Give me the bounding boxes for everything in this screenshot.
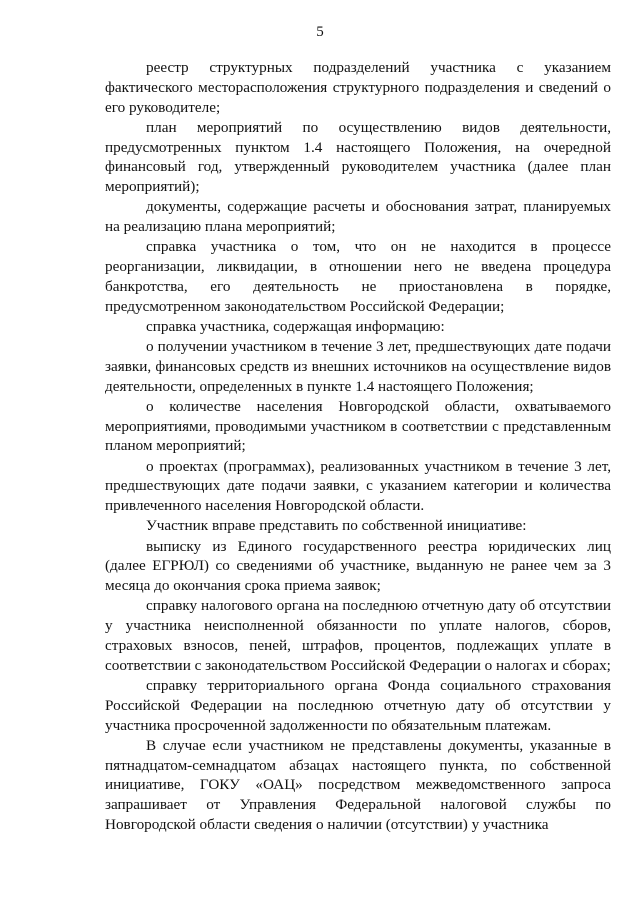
paragraph-10: выписку из Единого государственного реестра юридических лиц (далее ЕГРЮЛ) со сведениями об участнике, выданную не ранее чем за 3 месяца до окончания срока приема заявок; [105, 537, 611, 595]
paragraph-7: о количестве населения Новгородской области, охватываемого мероприятиями, проводимыми участником в соответствии с представленным планом мероприятий; [105, 397, 611, 455]
paragraph-5: справка участника, содержащая информацию: [146, 317, 445, 335]
paragraph-13: В случае если участником не представлены документы, указанные в пятнадцатом-семнадцатом абзацах настоящего пункта, по собственной инициативе, ГОКУ «ОАЦ» посредством межведомственного запроса запрашивает от Управления Федеральной налоговой службы по Новгородской области сведения о наличии (отсутствии) у участника [105, 736, 611, 833]
paragraph-1: реестр структурных подразделений участника с указанием фактического месторасположения структурного подразделения и сведений о его руководителе; [105, 59, 611, 116]
paragraph-8: о проектах (программах), реализованных участником в течение 3 лет, предшествующих дате подачи заявки, с указанием категории и количества привлеченного населения Новгородской области. [105, 457, 611, 515]
page-number: 5 [316, 24, 324, 40]
paragraph-4: справка участника о том, что он не находится в процессе реорганизации, ликвидации, в отношении него не введена процедура банкротства, его деятельность не приостановлена в порядке, предусмотренном законодательством Российской Федерации; [105, 238, 611, 315]
paragraph-2: план мероприятий по осуществлению видов деятельности, предусмотренных пунктом 1.4 настоящего Положения, на очередной финансовый год, утвержденный руководителем участника (далее план мероприятий); [105, 118, 611, 196]
paragraph-6: о получении участником в течение 3 лет, предшествующих дате подачи заявки, финансовых средств из внешних источников на осуществление видов деятельности, определенных в пункте 1.4 настоящего Положения; [105, 338, 611, 395]
paragraph-12: справку территориального органа Фонда социального страхования Российской Федерации на последнюю отчетную дату об отсутствии у участника просроченной задолженности по обязательным платежам. [105, 677, 611, 734]
paragraph-3: документы, содержащие расчеты и обоснования затрат, планируемых на реализацию плана мероприятий; [105, 198, 611, 236]
paragraph-9: Участник вправе представить по собственной инициативе: [146, 517, 527, 535]
document-body [105, 58, 611, 835]
paragraph-11: справку налогового органа на последнюю отчетную дату об отсутствии у участника неисполненной обязанности по уплате налогов, сборов, страховых взносов, пеней, штрафов, процентов, подлежащих уплате в соответствии с законодательством Российской Федерации о налогах и сборах; [105, 597, 611, 674]
